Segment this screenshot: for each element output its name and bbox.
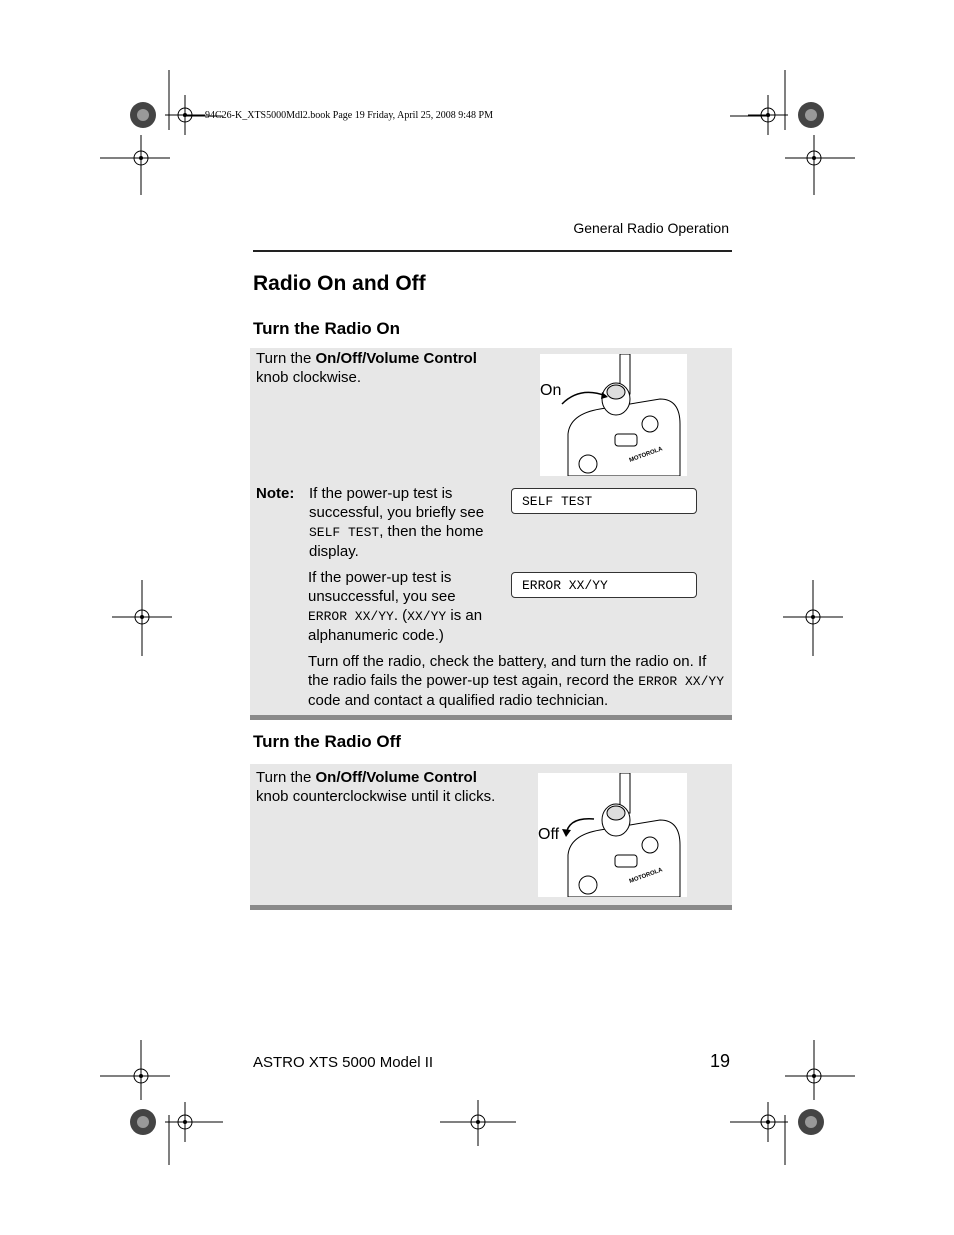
- print-info: 94C26-K_XTS5000Mdl2.book Page 19 Friday, April 25, 2008 9:48 PM: [205, 110, 493, 121]
- radio-illustration-icon: [538, 773, 687, 897]
- turn-off-panel: [250, 764, 732, 910]
- svg-text:MOTOROLA: MOTOROLA: [628, 446, 664, 464]
- turn-on-instruction: Turn the On/Off/Volume Control knob clockwise.: [256, 350, 477, 386]
- turn-on-panel: [250, 348, 732, 720]
- registration-mark-icon: [128, 100, 158, 130]
- registration-mark-icon: [100, 135, 170, 195]
- registration-mark-icon: [796, 100, 826, 130]
- note-failure: If the power-up test is unsuccessful, you see ERROR XX/YY. (XX/YY is an alphanumeric code.): [308, 569, 483, 644]
- display-self-test: SELF TEST: [511, 488, 697, 514]
- running-header: General Radio Operation: [573, 220, 729, 236]
- footer-product: ASTRO XTS 5000 Model II: [253, 1054, 434, 1071]
- radio-on-illustration: [540, 354, 687, 476]
- turn-off-instruction: Turn the On/Off/Volume Control knob counterclockwise until it clicks.: [256, 769, 496, 805]
- registration-mark-icon: [785, 1040, 855, 1100]
- svg-text:MOTOROLA: MOTOROLA: [628, 867, 664, 885]
- registration-mark-icon: [128, 1107, 158, 1137]
- radio-illustration-icon: [540, 354, 687, 476]
- turn-off-heading: Turn the Radio Off: [253, 732, 401, 751]
- off-label: Off: [538, 826, 560, 843]
- note-retry: Turn off the radio, check the battery, and turn the radio on. If the radio fails the power-up test again, record the ERROR XX/YY code and contact a qualified radio technician.: [308, 653, 725, 709]
- registration-mark-icon: [783, 580, 843, 656]
- registration-mark-icon: [112, 580, 172, 656]
- page-title: Radio On and Off: [253, 272, 426, 295]
- registration-mark-icon: [100, 1040, 170, 1100]
- display-error: ERROR XX/YY: [511, 572, 697, 598]
- on-label: On: [540, 382, 562, 399]
- turn-on-heading: Turn the Radio On: [253, 319, 401, 338]
- note-success: If the power-up test is successful, you briefly see SELF TEST, then the home display.: [309, 485, 485, 560]
- page-number: 19: [709, 1051, 730, 1071]
- radio-off-illustration: [538, 773, 687, 897]
- registration-mark-icon: [440, 1100, 516, 1146]
- note-label: Note:: [256, 485, 295, 502]
- registration-mark-icon: [796, 1107, 826, 1137]
- header-rule: [253, 250, 732, 252]
- registration-mark-icon: [785, 135, 855, 195]
